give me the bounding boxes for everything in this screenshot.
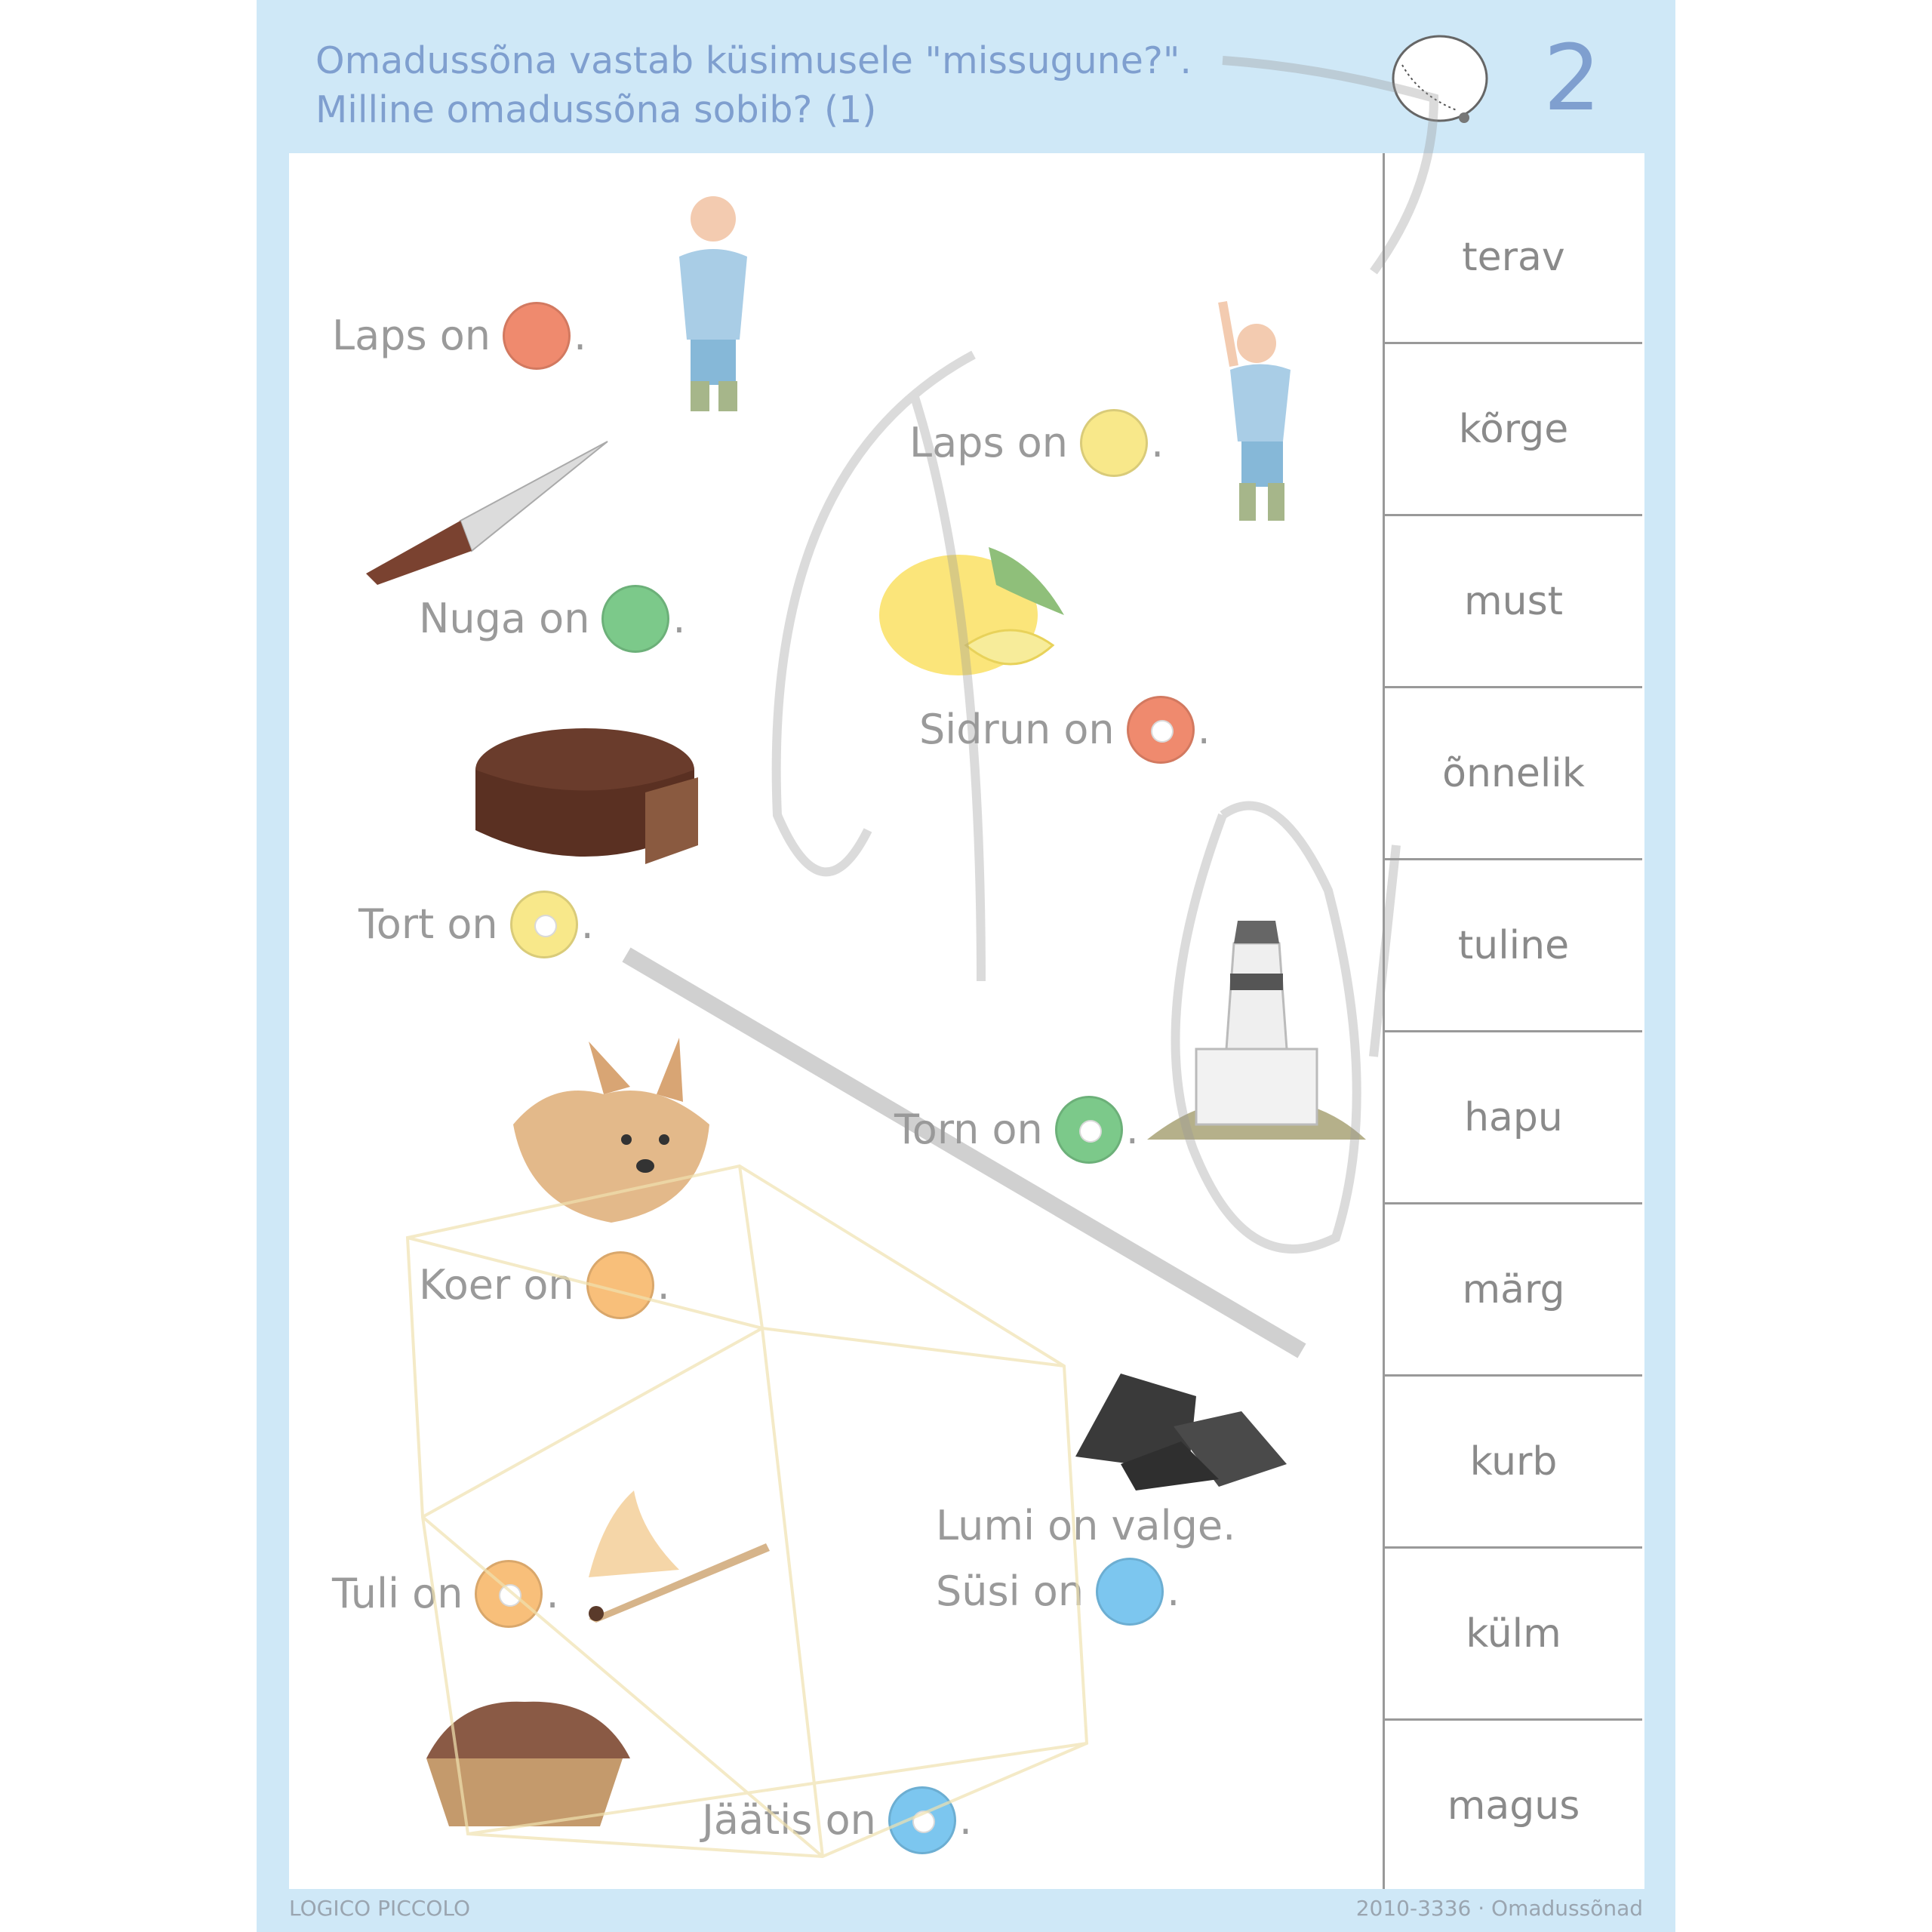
coal-photo [1068,1366,1294,1494]
sentence-sidrun: Sidrun on . [919,696,1211,764]
dog-photo [506,1034,724,1230]
answer-dot-green[interactable] [601,585,669,653]
page-number: 2 [1543,26,1601,131]
adjective-cell: külm [1385,1549,1642,1721]
ice-cream-photo [411,1690,638,1834]
example-sentence: Lumi on valge. [936,1502,1236,1549]
adjective-cell: tuline [1385,860,1642,1032]
sentence-tort: Tort on . [358,891,594,958]
footer-left: LOGICO PICCOLO [289,1896,471,1921]
adjective-cell: terav [1385,172,1642,344]
adjective-cell: kõrge [1385,344,1642,516]
answer-dot-red[interactable] [503,302,571,370]
title-line-2: Milline omadussõna sobib? (1) [315,88,877,131]
adjective-cell: märg [1385,1204,1642,1377]
sentence-nuga: Nuga on . [419,585,686,653]
answer-dot-yellow-ring[interactable] [510,891,578,958]
answer-dot-orange[interactable] [586,1251,654,1319]
adjective-cell: magus [1447,1783,1580,1829]
child-reaching-photo [1208,298,1321,532]
sentence-koer: Koer on . [419,1251,670,1319]
lemon-icon [1389,27,1494,125]
answer-dot-red-ring[interactable] [1127,696,1195,764]
sentence-text: Laps on [332,312,491,359]
sentence-tuli: Tuli on . [332,1560,559,1628]
child-photo [649,189,777,423]
page-title [315,36,1192,134]
lemon-photo [875,532,1072,683]
cake-photo [472,724,706,883]
sentence-susi: Süsi on . [936,1558,1180,1626]
sentence-laps-2: Laps on . [909,409,1164,477]
answer-dot-yellow[interactable] [1080,409,1148,477]
title-line-1: Omadussõna vastab küsimusele "missugune?". [315,39,1192,82]
answer-dot-blue[interactable] [1096,1558,1164,1626]
adjective-cell: õnnelik [1385,688,1642,860]
lighthouse-photo [1143,913,1370,1140]
adjective-cell: hapu [1385,1032,1642,1204]
sentence-jaatis: Jäätis on . [702,1786,972,1854]
knife-photo [362,438,611,589]
footer-right: 2010-3336 · Omadussõnad [1355,1896,1643,1921]
answer-dot-green-ring[interactable] [1055,1096,1123,1164]
match-photo [574,1487,770,1623]
adjective-cell: must [1385,516,1642,688]
sentence-laps-1: Laps on . [332,302,586,370]
answer-dot-blue-ring[interactable] [888,1786,956,1854]
answer-dot-orange-ring[interactable] [475,1560,543,1628]
adjective-cell: kurb [1385,1377,1642,1549]
sentence-torn: Torn on . [894,1096,1139,1164]
